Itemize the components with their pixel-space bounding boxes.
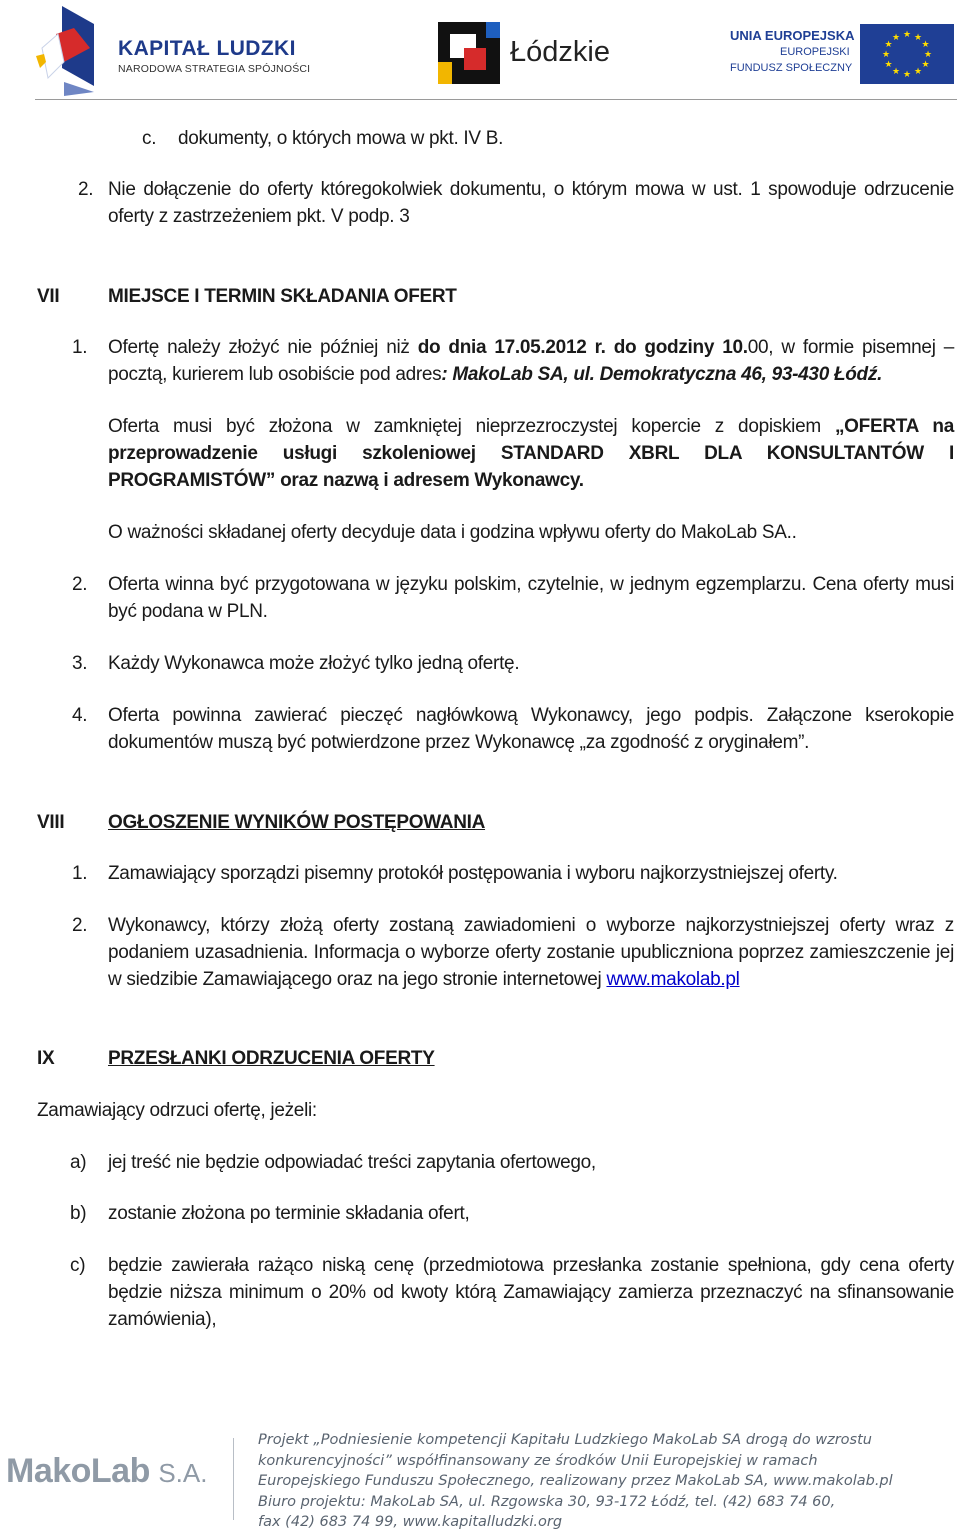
footer-line: fax (42) 683 74 99, www.kapitalludzki.org bbox=[258, 1514, 563, 1530]
footer-line: Europejskiego Funduszu Społecznego, realizowany przez MakoLab SA, www.makolab.pl bbox=[258, 1473, 893, 1489]
list-marker: 3. bbox=[72, 653, 88, 674]
delivery-address: : MakoLab SA, ul. Demokratyczna 46, 93-430 Łódź. bbox=[441, 364, 883, 385]
list-marker: 2. bbox=[78, 179, 94, 200]
list-marker: c. bbox=[142, 128, 157, 149]
one-offer-paragraph: Każdy Wykonawca może złożyć tylko jedną ofertę. bbox=[108, 653, 520, 674]
makolab-suffix: S.A. bbox=[158, 1458, 208, 1488]
list-marker: 2. bbox=[72, 915, 88, 936]
svg-text:★: ★ bbox=[913, 67, 923, 77]
eu-title: UNIA EUROPEJSKA bbox=[730, 28, 855, 43]
list-marker: 4. bbox=[72, 705, 88, 726]
list-marker: 2. bbox=[72, 574, 88, 595]
svg-text:★: ★ bbox=[902, 70, 912, 80]
list-marker: a) bbox=[70, 1152, 87, 1173]
envelope-text: Oferta musi być złożona w zamkniętej nieprzezroczystej kopercie z dopiskiem bbox=[108, 416, 835, 437]
svg-text:★: ★ bbox=[902, 30, 912, 40]
list-marker: c) bbox=[70, 1255, 86, 1276]
notification-paragraph bbox=[108, 912, 954, 993]
lodzkie-wordmark: Łódzkie bbox=[510, 36, 610, 68]
deadline-paragraph bbox=[108, 334, 954, 388]
section-title: MIEJSCE I TERMIN SKŁADANIA OFERT bbox=[108, 286, 457, 307]
kapital-ludzki-title: KAPITAŁ LUDZKI bbox=[118, 37, 296, 60]
notification-text: Wykonawcy, którzy złożą oferty zostaną zawiadomieni o wyborze najkorzystniejszej oferty wraz z podaniem uzasadnienia. Informacja o wyborze oferty zostanie upubliczniona poprzez zamieszczenie jej w siedzibie Zamawiającego oraz na jego stronie internetowej bbox=[108, 915, 954, 990]
lodzkie-emblem-icon bbox=[438, 22, 500, 84]
eu-logo bbox=[724, 26, 954, 86]
makolab-website-link[interactable]: www.makolab.pl bbox=[606, 969, 740, 990]
eu-flag-icon bbox=[860, 24, 954, 84]
svg-text:★: ★ bbox=[881, 50, 891, 60]
kapital-ludzki-logo bbox=[34, 4, 334, 98]
svg-text:★: ★ bbox=[884, 40, 893, 50]
header-divider bbox=[35, 99, 957, 100]
rejection-reason-c: będzie zawierała rażąco niską cenę (przedmiotowa przesłanka zostanie spełniona, gdy cena oferty będzie niższa minimum o 20% od kwoty którą Zamawiający zamierza przeznaczyć na sfinansowanie zamówienia), bbox=[108, 1255, 954, 1330]
footer-info bbox=[258, 1430, 958, 1533]
rejection-reason-a: jej treść nie będzie odpowiadać treści zapytania ofertowego, bbox=[108, 1152, 596, 1173]
list-marker: b) bbox=[70, 1203, 87, 1224]
svg-text:★: ★ bbox=[921, 40, 930, 50]
stamp-paragraph: Oferta powinna zawierać pieczęć nagłówkową Wykonawcy, jego podpis. Załączone kserokopie dokumentów muszą być potwierdzone przez Wykonawcę „za zgodność z oryginałem”. bbox=[108, 705, 954, 753]
protocol-paragraph: Zamawiający sporządzi pisemny protokół postępowania i wyboru najkorzystniejszej oferty. bbox=[108, 863, 838, 884]
section-title: PRZESŁANKI ODRZUCENIA OFERTY bbox=[108, 1048, 435, 1069]
svg-text:★: ★ bbox=[891, 67, 901, 77]
svg-text:★: ★ bbox=[921, 60, 930, 70]
makolab-logo bbox=[6, 1452, 226, 1496]
svg-text:★: ★ bbox=[913, 33, 923, 43]
list-item-2: Nie dołączenie do oferty któregokolwiek dokumentu, o którym mowa w ust. 1 spowoduje odrzucenie oferty z zastrzeżeniem pkt. V podp. 3 bbox=[108, 179, 954, 227]
svg-text:★: ★ bbox=[884, 60, 893, 70]
list-marker: 1. bbox=[72, 337, 88, 358]
list-item-c: dokumenty, o których mowa w pkt. IV B. bbox=[178, 128, 504, 149]
makolab-wordmark: MakoLab bbox=[6, 1452, 150, 1490]
language-paragraph: Oferta winna być przygotowana w języku polskim, czytelnie, w jednym egzemplarzu. Cena oferty musi być podana w PLN. bbox=[108, 574, 954, 622]
eu-line-2: EUROPEJSKI bbox=[780, 46, 850, 58]
svg-text:★: ★ bbox=[923, 50, 933, 60]
list-marker: 1. bbox=[72, 863, 88, 884]
footer-line: konkurencyjności” współfinansowany ze środków Unii Europejskiej w ramach bbox=[258, 1452, 818, 1469]
section-number: VII bbox=[37, 286, 60, 307]
section-number: VIII bbox=[37, 812, 65, 833]
rejection-reason-b: zostanie złożona po terminie składania ofert, bbox=[108, 1203, 470, 1224]
svg-text:★: ★ bbox=[891, 33, 901, 43]
lodzkie-logo bbox=[438, 22, 618, 84]
envelope-paragraph bbox=[108, 413, 954, 494]
footer-line: Biuro projektu: MakoLab SA, ul. Rzgowska 30, 93-172 Łódź, tel. (42) 683 74 60, bbox=[258, 1493, 836, 1510]
section-number: IX bbox=[37, 1048, 55, 1069]
kapital-ludzki-emblem-icon bbox=[34, 4, 98, 98]
footer-line: Projekt „Podniesienie kompetencji Kapitału Ludzkiego MakoLab SA drogą do wzrostu bbox=[258, 1432, 872, 1448]
section-title: OGŁOSZENIE WYNIKÓW POSTĘPOWANIA bbox=[108, 812, 486, 833]
deadline-text: Ofertę należy złożyć nie później niż bbox=[108, 337, 418, 358]
deadline-form: 00, w formie pisemnej – pocztą, kurierem lub osobiście pod adres bbox=[108, 337, 954, 385]
eu-line-3: FUNDUSZ SPOŁECZNY bbox=[730, 62, 853, 74]
rejection-intro: Zamawiający odrzuci ofertę, jeżeli: bbox=[37, 1100, 317, 1121]
kapital-ludzki-subtitle: NARODOWA STRATEGIA SPÓJNOŚCI bbox=[118, 63, 311, 75]
footer-divider bbox=[233, 1438, 234, 1520]
validity-paragraph: O ważności składanej oferty decyduje data i godzina wpływu oferty do MakoLab SA.. bbox=[108, 522, 797, 543]
deadline-date: do dnia 17.05.2012 r. do godziny 10. bbox=[417, 337, 748, 358]
envelope-label: „OFERTA na przeprowadzenie usługi szkoleniowej STANDARD XBRL DLA KONSULTANTÓW I PROGRAMISTÓW” oraz nazwą i adresem Wykonawcy. bbox=[108, 416, 954, 491]
